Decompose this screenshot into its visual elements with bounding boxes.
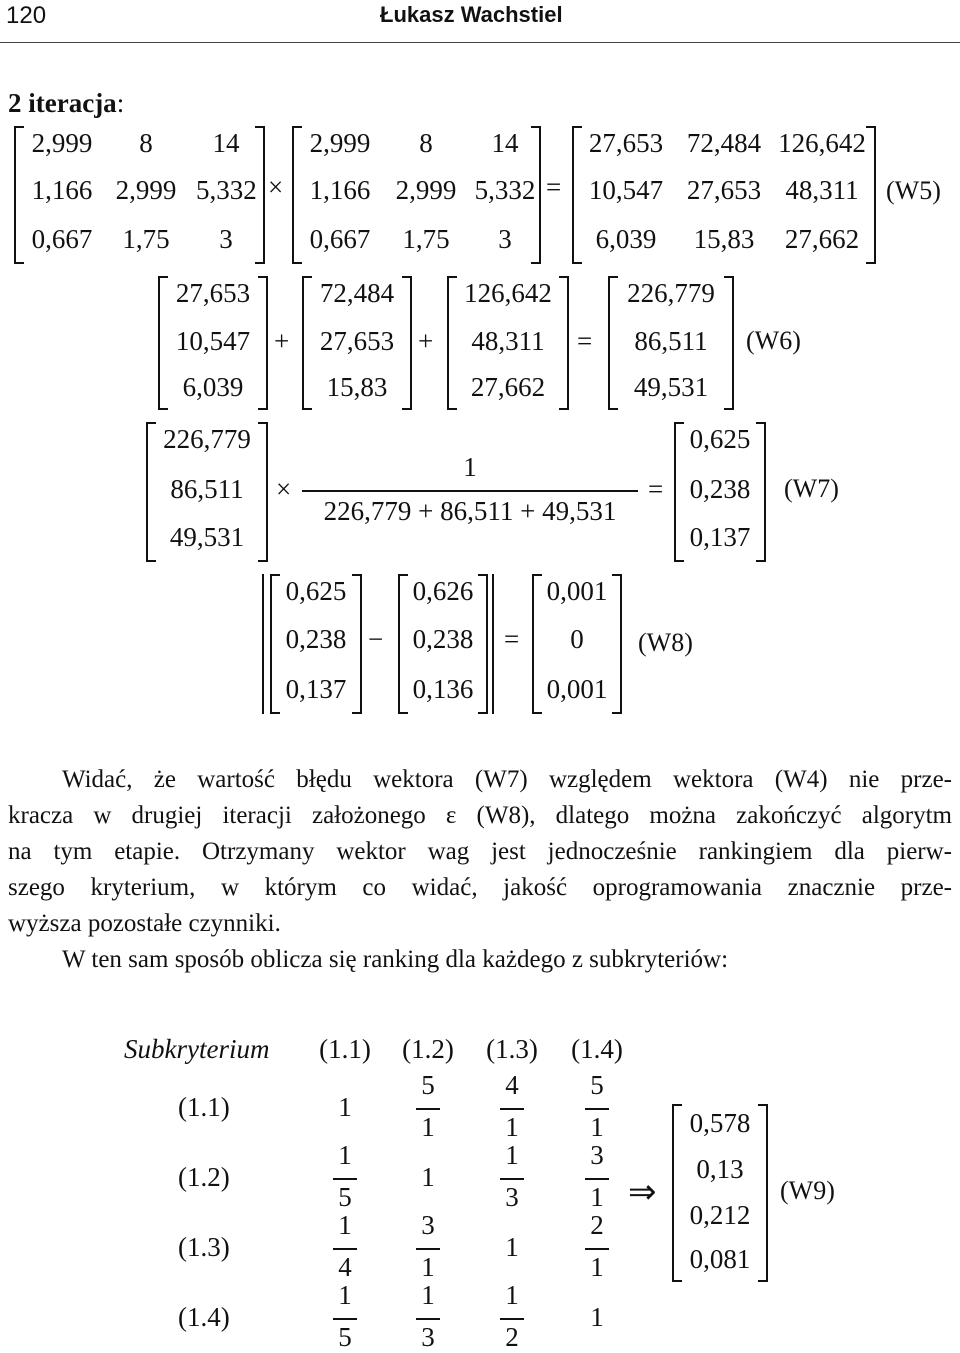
fraction-numerator: 5 xyxy=(421,1070,435,1100)
paragraph-line: na tym etapie. Otrzymany wektor wag jest jednocześnie rankingiem dla pierw- xyxy=(8,838,952,865)
equals-sign: = xyxy=(577,326,593,356)
vector-cell: 0,625 xyxy=(285,576,347,606)
paragraph-line: wyższa pozostałe czynniki. xyxy=(8,910,281,937)
vector-cell: 0,001 xyxy=(546,674,608,704)
paragraph-line: szego kryterium, w którym co widać, jakość oprogramowania znacznie prze- xyxy=(8,874,952,901)
matrix-cell: 5,332 xyxy=(196,175,257,205)
equation-label: (W5) xyxy=(886,176,941,205)
vector-cell: 0,212 xyxy=(689,1200,751,1230)
equation-label: (W6) xyxy=(746,326,801,355)
fraction-bar xyxy=(416,1318,440,1320)
fraction-numerator: 1 xyxy=(505,1140,519,1170)
vector-cell: 0,238 xyxy=(412,624,474,654)
matrix-cell: 1 xyxy=(338,1092,352,1122)
matrix-cell: 5,332 xyxy=(474,175,536,205)
vector-cell: 0,001 xyxy=(546,576,608,606)
fraction-bar xyxy=(333,1318,357,1320)
fraction-numerator: 1 xyxy=(338,1210,352,1240)
equals-sign: = xyxy=(546,172,562,202)
fraction-numerator: 3 xyxy=(421,1210,435,1240)
fraction-bar xyxy=(585,1248,609,1250)
fraction-numerator: 5 xyxy=(590,1070,604,1100)
matrix-cell: 1 xyxy=(421,1162,435,1192)
vector-cell: 0,626 xyxy=(412,576,474,606)
column-header: (1.1) xyxy=(319,1034,371,1064)
column-header: (1.3) xyxy=(486,1034,538,1064)
vector-cell: 226,779 xyxy=(163,424,251,454)
vector-cell: 48,311 xyxy=(471,326,545,356)
paragraph-line: Widać, że wartość błędu wektora (W7) względem wektora (W4) nie prze- xyxy=(62,766,952,793)
matrix-cell: 1 xyxy=(505,1232,519,1262)
vector-cell: 72,484 xyxy=(319,278,395,308)
fraction-denominator: 5 xyxy=(338,1322,352,1352)
norm-bar-right xyxy=(492,574,494,714)
matrix-cell: 8 xyxy=(419,128,433,158)
equals-sign: = xyxy=(648,474,664,504)
fraction-numerator: 1 xyxy=(338,1140,352,1170)
column-header: (1.2) xyxy=(402,1034,454,1064)
row-label: (1.1) xyxy=(178,1092,230,1122)
fraction-bar xyxy=(500,1318,524,1320)
matrix-cell: 2,999 xyxy=(309,128,371,158)
vector-cell: 27,653 xyxy=(319,326,395,356)
fraction-numerator: 1 xyxy=(505,1280,519,1310)
vector-cell: 10,547 xyxy=(175,326,251,356)
vector-cell: 86,511 xyxy=(634,326,708,356)
vector-cell: 0 xyxy=(570,624,584,654)
vector-cell: 0,238 xyxy=(285,624,347,654)
header-rule xyxy=(0,42,960,43)
fraction-denominator: 1 xyxy=(590,1252,604,1282)
matrix-cell: 27,662 xyxy=(784,224,860,254)
column-header: (1.4) xyxy=(571,1034,623,1064)
running-head-author: Łukasz Wachstiel xyxy=(380,2,563,27)
fraction-denominator: 4 xyxy=(338,1252,352,1282)
vector-cell: 49,531 xyxy=(169,522,245,552)
matrix-corner-label: Subkryterium xyxy=(124,1034,270,1064)
fraction-numerator: 2 xyxy=(590,1210,604,1240)
fraction-denominator: 1 xyxy=(421,1112,435,1142)
page-header xyxy=(0,0,960,44)
matrix-cell: 48,311 xyxy=(785,175,859,205)
plus-sign-1: + xyxy=(274,326,290,356)
matrix-cell: 27,653 xyxy=(686,175,762,205)
matrix-cell: 1,166 xyxy=(309,175,371,205)
body-paragraph xyxy=(8,762,952,978)
paragraph-line: kracza w drugiej iteracji założonego ε (W8), dlatego można zakończyć algorytm xyxy=(8,802,952,829)
fraction-bar xyxy=(333,1248,357,1250)
fraction-numerator: 1 xyxy=(463,452,477,482)
fraction-numerator: 4 xyxy=(505,1070,519,1100)
matrix-cell: 2,999 xyxy=(395,175,457,205)
vector-cell: 226,779 xyxy=(627,278,715,308)
equation-label: (W7) xyxy=(784,474,839,503)
vector-cell: 0,625 xyxy=(689,424,751,454)
vector-cell: 15,83 xyxy=(326,372,388,402)
matrix-cell: 8 xyxy=(139,128,153,158)
vector-cell: 0,136 xyxy=(412,674,474,704)
matrix-cell: 27,653 xyxy=(588,128,664,158)
fraction-bar xyxy=(416,1108,440,1110)
matrix-cell: 3 xyxy=(498,224,512,254)
vector-cell: 6,039 xyxy=(182,372,244,402)
fraction-denominator: 226,779 + 86,511 + 49,531 xyxy=(323,496,617,526)
equation-label: (W8) xyxy=(638,628,693,657)
vector-cell: 0,13 xyxy=(696,1154,744,1184)
section-title-colon: : xyxy=(116,88,125,118)
vector-cell: 0,137 xyxy=(689,522,751,552)
fraction-bar xyxy=(500,1178,524,1180)
vector-cell: 27,653 xyxy=(175,278,251,308)
fraction-numerator: 1 xyxy=(421,1280,435,1310)
equation-label: (W9) xyxy=(780,1176,835,1205)
matrix-cell: 2,999 xyxy=(31,128,93,158)
vector-cell: 49,531 xyxy=(633,372,709,402)
page-number: 120 xyxy=(6,2,47,29)
row-label: (1.4) xyxy=(178,1302,230,1332)
vector-cell: 27,662 xyxy=(470,372,546,402)
fraction-denominator: 3 xyxy=(505,1182,519,1212)
fraction-bar xyxy=(585,1178,609,1180)
vector-cell: 0,081 xyxy=(689,1244,751,1274)
matrix-cell: 14 xyxy=(491,128,519,158)
fraction-denominator: 1 xyxy=(421,1252,435,1282)
matrix-cell: 10,547 xyxy=(588,175,664,205)
fraction-denominator: 5 xyxy=(338,1182,352,1212)
fraction-denominator: 1 xyxy=(590,1112,604,1142)
equals-sign: = xyxy=(504,624,520,654)
fraction-bar xyxy=(500,1108,524,1110)
matrix-cell: 1,166 xyxy=(31,175,93,205)
norm-bar-left xyxy=(262,574,264,714)
fraction-numerator: 3 xyxy=(590,1140,604,1170)
vector-cell: 126,642 xyxy=(464,278,552,308)
matrix-cell: 6,039 xyxy=(595,224,657,254)
fraction-bar xyxy=(585,1108,609,1110)
matrix-cell: 0,667 xyxy=(31,224,93,254)
fraction-denominator: 3 xyxy=(421,1322,435,1352)
vector-cell: 0,578 xyxy=(689,1108,751,1138)
matrix-cell: 3 xyxy=(219,224,233,254)
minus-sign: − xyxy=(368,624,384,654)
paragraph-line: W ten sam sposób oblicza się ranking dla każdego z subkryteriów: xyxy=(62,946,729,973)
times-sign: × xyxy=(268,172,284,202)
row-label: (1.2) xyxy=(178,1162,230,1192)
fraction-bar xyxy=(333,1178,357,1180)
row-label: (1.3) xyxy=(178,1232,230,1262)
vector-cell: 86,511 xyxy=(170,474,244,504)
fraction-denominator: 1 xyxy=(505,1112,519,1142)
matrix-cell: 0,667 xyxy=(309,224,371,254)
matrix-cell: 72,484 xyxy=(686,128,762,158)
fraction-bar xyxy=(302,490,638,492)
plus-sign-2: + xyxy=(418,326,434,356)
matrix-cell: 1,75 xyxy=(122,224,170,254)
matrix-cell: 2,999 xyxy=(115,175,177,205)
times-sign: × xyxy=(276,474,292,504)
section-title xyxy=(8,88,124,119)
matrix-cell: 126,642 xyxy=(778,128,866,158)
implies-arrow: ⇒ xyxy=(628,1174,657,1211)
matrix-cell: 15,83 xyxy=(693,224,755,254)
fraction-numerator: 1 xyxy=(338,1280,352,1310)
matrix-cell: 14 xyxy=(212,128,240,158)
fraction-denominator: 2 xyxy=(505,1322,519,1352)
section-title-text: 2 iteracja xyxy=(8,88,117,118)
matrix-cell: 1 xyxy=(590,1302,604,1332)
vector-cell: 0,137 xyxy=(285,674,347,704)
vector-cell: 0,238 xyxy=(689,474,751,504)
fraction-denominator: 1 xyxy=(590,1182,604,1212)
matrix-cell: 1,75 xyxy=(402,224,450,254)
fraction-bar xyxy=(416,1248,440,1250)
